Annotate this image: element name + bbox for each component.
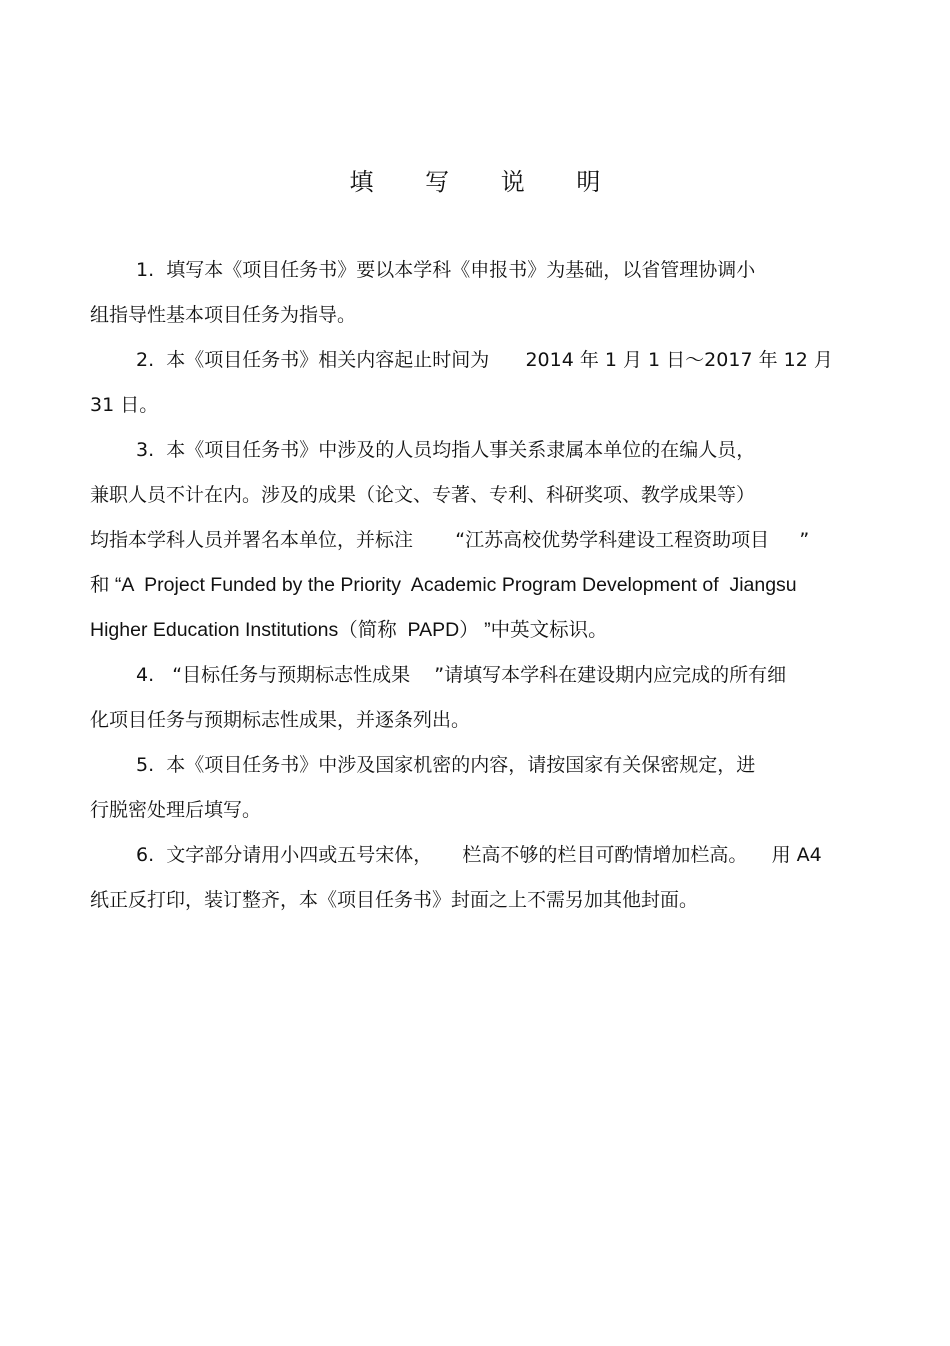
instruction-line: 2. 本《项目任务书》相关内容起止时间为 2014 年 1 月 1 日～2017 年 12 月 xyxy=(136,349,833,371)
instruction-item-6 xyxy=(90,833,868,923)
instruction-line: 5. 本《项目任务书》中涉及国家机密的内容，请按国家有关保密规定，进 xyxy=(136,754,756,776)
instruction-item-5 xyxy=(90,743,868,833)
instruction-line: 和 “A Project Funded by the Priority Academic Program Development of Jiangsu xyxy=(90,574,797,596)
instruction-item-1 xyxy=(90,248,868,338)
instruction-item-3 xyxy=(90,428,868,653)
instruction-line: 6. 文字部分请用小四或五号宋体， 栏高不够的栏目可酌情增加栏高。 用 A4 xyxy=(136,844,822,866)
instruction-line: Higher Education Institutions（简称 PAPD） ”中英文标识。 xyxy=(90,619,608,641)
instruction-line: 3. 本《项目任务书》中涉及的人员均指人事关系隶属本单位的在编人员， xyxy=(136,439,756,461)
instruction-line: 组指导性基本项目任务为指导。 xyxy=(90,304,357,326)
instruction-line: 均指本学科人员并署名本单位，并标注 “江苏高校优势学科建设工程资助项目 ” xyxy=(90,529,810,551)
page-title: 填 写 说 明 xyxy=(349,168,623,196)
instruction-line: 4. “目标任务与预期标志性成果 ”请填写本学科在建设期内应完成的所有细 xyxy=(136,664,787,686)
instruction-line: 行脱密处理后填写。 xyxy=(90,799,262,821)
instruction-line: 化项目任务与预期标志性成果，并逐条列出。 xyxy=(90,709,471,731)
instruction-line: 31 日。 xyxy=(90,394,159,416)
instruction-line: 兼职人员不计在内。涉及的成果（论文、专著、专利、科研奖项、教学成果等） xyxy=(90,484,756,506)
instruction-item-4 xyxy=(90,653,868,743)
instructions-list xyxy=(90,248,868,923)
instruction-line: 1. 填写本《项目任务书》要以本学科《申报书》为基础，以省管理协调小 xyxy=(136,259,756,281)
instruction-item-2 xyxy=(90,338,868,428)
instruction-line: 纸正反打印，装订整齐，本《项目任务书》封面之上不需另加其他封面。 xyxy=(90,889,699,911)
